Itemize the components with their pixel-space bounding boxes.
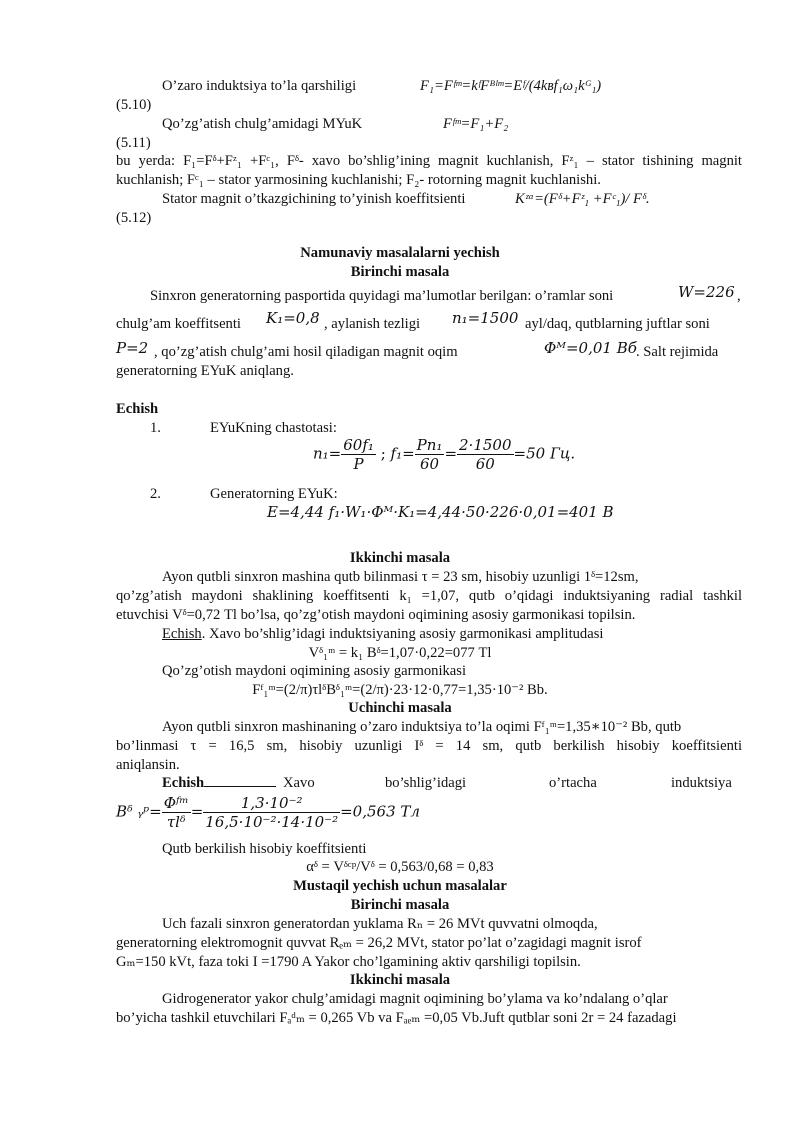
problem2-text-b: qo’zg’atish maydoni shaklining koeffitsenti k₁ =1,07, qutb o’qidagi induktsiyaning radial tashkil	[116, 588, 742, 604]
task2-text-a: Gidrogenerator yakor chulg’amidagi magnit oqimining bo’ylama va ko’ndalang o’qlar	[162, 991, 668, 1007]
problem1-comma: ,	[737, 288, 741, 304]
definitions-line-2: kuchlanish; Fᶜ₁ – stator yarmosining kuchlanishi; F₂- rotorning magnit kuchlanishi.	[116, 172, 601, 188]
section-title-mustaqil: Mustaqil yechish uchun masalalar	[293, 878, 507, 894]
step2-text: Generatorning EYuK:	[210, 486, 338, 502]
step1-text: EYuKning chastotasi:	[210, 420, 337, 436]
problem2-text-c: etuvchisi Vᵟ=0,72 Tl bo’lsa, qo’zg’otish maydoni oqimining asosiy garmonikasi topilsin.	[116, 607, 636, 623]
equation-number-5-12: (5.12)	[116, 210, 152, 226]
problem3-word-3: o’rtacha	[549, 775, 597, 791]
problem1-text-b: chulg’am koeffitsenti	[116, 316, 241, 332]
subtitle-uchinchi-masala: Uchinchi masala	[348, 700, 452, 716]
step1-formula: n₁= $\frac{\text{60f₁}}{P}$ ; f₁= $\frac{\text{Pn₁}}{60}$ = $\frac{2\cdot 1500}{60}$ =50 Гц.	[313, 436, 576, 473]
task1-text-c: Gₘ=150 kVt, faza toki I =1790 A Yakor cho’lgamining aktiv qarshiligi topilsin.	[116, 954, 581, 970]
echish-heading-3: Echish	[162, 774, 276, 792]
problem1-text-c: , aylanish tezligi	[324, 316, 421, 332]
formula-5-10-label: O’zaro induktsiya to’la qarshiligi	[162, 78, 357, 94]
section-title-namunaviy: Namunaviy masalalarni yechish	[300, 245, 500, 261]
echish-heading-1: Echish	[116, 401, 159, 417]
problem1-K: K₁=0,8	[266, 309, 320, 327]
problem1-text-a: Sinxron generatorning pasportida quyidagi ma’lumotlar berilgan: o’ramlar soni	[150, 288, 614, 304]
problem2-solution-line: Echish. Xavo bo’shlig’idagi induktsiyaning asosiy garmonikasi amplitudasi	[162, 626, 604, 642]
echish-heading-2: Echish	[162, 626, 202, 642]
equation-number-5-10: (5.10)	[116, 97, 152, 113]
task1-text-b: generatorning elektromognit quvvat Rₑₘ = 26,2 MVt, stator po’lat o’zagidagi magnit isrof	[116, 935, 642, 951]
subtitle-birinchi-masala-2: Birinchi masala	[350, 897, 450, 913]
step2-formula: E=4,44 f₁·W₁·Φᴹ·K₁=4,44·50·226·0,01=401 В	[267, 503, 614, 521]
fraction-phi: $\frac{\text{Φᶠᵐ}}{\text{τlᵟ}}$	[163, 794, 189, 831]
formula-5-12-label: Stator magnit o’tkazgichining to’yinish koeffitsienti	[162, 191, 466, 207]
problem2-formula-2: Fᶠ₁ᵐ=(2/π)τlᵟBᵟ₁ᵐ=(2/π)·23·12·0,77=1,35·10⁻² Bb.	[252, 682, 548, 698]
fraction-f1: $\frac{\text{Pn₁}}{60}$	[416, 436, 443, 473]
task2-text-b: bo’yicha tashkil etuvchilari Fₐᵈₘ = 0,265 Vb va Fₐₑₘ =0,05 Vb.Juft qutblar soni 2r = 24 fazadagi	[116, 1010, 677, 1026]
problem3-word-2: bo’shlig’idagi	[385, 775, 467, 791]
subtitle-ikkinchi-masala: Ikkinchi masala	[349, 550, 451, 566]
problem3-formula-2: αᵟ = Vᵟᶜᵖ/Vᵟ = 0,563/0,68 = 0,83	[306, 859, 494, 875]
subtitle-birinchi-masala: Birinchi masala	[350, 264, 450, 280]
problem3-text-d: Qutb berkilish hisobiy koeffitsienti	[162, 841, 367, 857]
problem1-P: P=2	[116, 339, 149, 357]
formula-5-12: Kᶻᵅ=(Fᵟ+Fᶻ₁ +Fᶜ₁)/ Fᵟ.	[515, 191, 650, 207]
subtitle-ikkinchi-masala-2: Ikkinchi masala	[349, 972, 451, 988]
definitions-line-1: bu yerda: F₁=Fᵟ+Fᶻ₁ +Fᶜ₁, Fᵟ- xavo bo’shlig’ining magnit kuchlanish, Fᶻ₁ – stator tishining magnit	[116, 153, 742, 169]
fraction-values: $\frac{\text{1,3·10⁻²}}{\text{16,5·10⁻²·14·10⁻²}}$	[205, 794, 339, 831]
fraction-f1-values: $\frac{2\cdot 1500}{60}$	[459, 436, 512, 473]
equation-number-5-11: (5.11)	[116, 135, 151, 151]
problem3-word-4: induktsiya	[671, 775, 732, 791]
formula-5-11-label: Qo’zg’atish chulg’amidagi MYuK	[162, 116, 363, 132]
problem2-text-d: Qo’zg’otish maydoni oqimining asosiy garmonikasi	[162, 663, 467, 679]
fraction-n1: $\frac{\text{60f₁}}{P}$	[343, 436, 374, 473]
problem3-text-c: aniqlansin.	[116, 757, 180, 773]
problem3-text-b: bo’linmasi τ = 16,5 sm, hisobiy uzunligi Iᵟ = 14 sm, qutb berkilish hisobiy koeffitsienti	[116, 738, 742, 754]
problem1-text-e: , qo’zg’atish chulg’ami hosil qiladigan magnit oqim	[154, 344, 458, 360]
problem2-formula-1: Vᵟ₁ᵐ = k₁ Bᵟ=1,07·0,22=077 Tl	[308, 645, 492, 661]
task1-text-a: Uch fazali sinxron generatordan yuklama Rₙ = 26 MVt quvvatni olmoqda,	[162, 916, 598, 932]
problem1-n: n₁=1500	[452, 309, 519, 327]
problem1-Phi: Φᴹ=0,01 Вб	[544, 339, 637, 357]
problem3-word-1: Xavo	[283, 775, 315, 791]
problem3-text-a: Ayon qutbli sinxron mashinaning o’zaro induktsiya to’la oqimi Fᶠ₁ᵐ=1,35∗10⁻² Bb, qutb	[162, 719, 682, 735]
problem1-text-g: generatorning EYuK aniqlang.	[116, 363, 294, 379]
step2-number: 2.	[150, 486, 161, 502]
problem1-text-d: ayl/daq, qutblarning juftlar soni	[525, 316, 710, 332]
step1-number: 1.	[150, 420, 161, 436]
problem1-W: W=226	[678, 283, 735, 301]
problem1-text-f: . Salt rejimida	[636, 344, 719, 360]
formula-5-11: Fᶠᵐ=F₁+F₂	[443, 116, 509, 132]
problem2-text-a: Ayon qutbli sinxron mashina qutb bilinmasi τ = 23 sm, hisobiy uzunligi 1ᵟ=12sm,	[162, 569, 639, 585]
problem3-formula: Bᵟ ᵧᵖ= $\frac{\text{Φᶠᵐ}}{\text{τlᵟ}}$ = $\frac{\text{1,3·10⁻²}}{\text{16,5·10⁻²·14·10⁻²}}$ =0,563 Тл	[116, 794, 420, 831]
formula-5-10: F₁=Fᶠᵐ=kᶠFᴮˡᵐ=Eᶠ/(4kʙf₁ω₁kᴳ₁)	[420, 78, 602, 94]
